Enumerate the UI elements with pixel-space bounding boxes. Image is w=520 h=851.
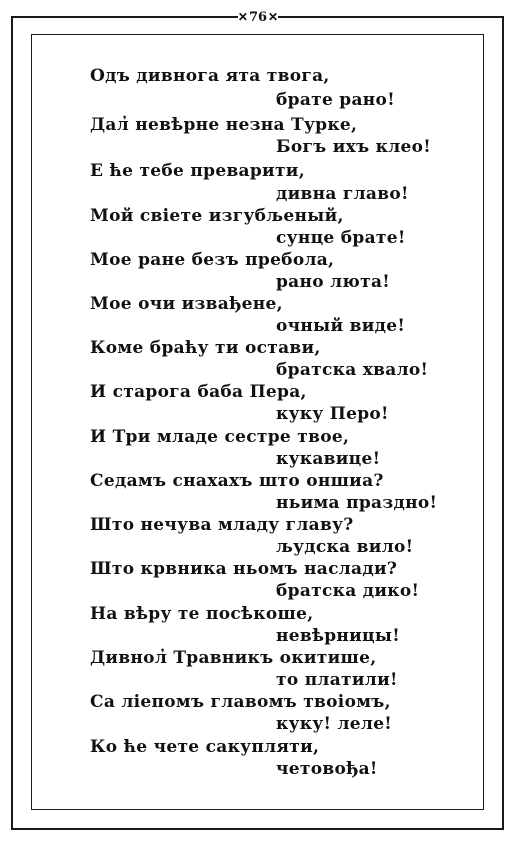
ornament-right-icon: ✕ xyxy=(268,10,279,24)
verse-line: Е ће тебе преварити, xyxy=(90,161,305,181)
refrain-line: куку! леле! xyxy=(276,714,393,734)
refrain-line: четовођа! xyxy=(276,759,378,779)
refrain-line: невѣрницы! xyxy=(276,626,401,646)
verse-line: Са ліепомъ главомъ твоіомъ, xyxy=(90,692,391,712)
verse-line: Ко ће чете сакупляти, xyxy=(90,737,320,757)
verse-line: Мое ране безъ пребола, xyxy=(90,250,335,270)
refrain-line: дивна главо! xyxy=(276,184,409,204)
ornament-left-icon: ✕ xyxy=(237,10,248,24)
page-number-text: 76 xyxy=(248,9,268,25)
verse-line: Седамъ снахахъ што оншиа? xyxy=(90,471,384,491)
refrain-line: куку Перо! xyxy=(276,404,389,424)
refrain-line: брате рано! xyxy=(276,90,395,110)
refrain-line: то платили! xyxy=(276,670,398,690)
refrain-line: људска вило! xyxy=(276,537,414,557)
refrain-line: рано люта! xyxy=(276,272,391,292)
refrain-line: ньима праздно! xyxy=(276,493,438,513)
verse-line: И старога баба Пера, xyxy=(90,382,307,402)
verse-line: И Три младе сестре твое, xyxy=(90,427,350,447)
refrain-line: братска хвало! xyxy=(276,360,429,380)
refrain-line: очный виде! xyxy=(276,316,406,336)
verse-line: На вѣру те посѣкоше, xyxy=(90,604,314,624)
refrain-line: кукавице! xyxy=(276,449,381,469)
refrain-line: братска дико! xyxy=(276,581,420,601)
refrain-line: сунце брате! xyxy=(276,228,406,248)
verse-line: Што нечува младу главу? xyxy=(90,515,354,535)
verse-line: Дивнол̓ Травникъ окитише, xyxy=(90,648,377,668)
verse-line: Коме браћу ти остави, xyxy=(90,338,321,358)
verse-line: Мой свіете изгубљеный, xyxy=(90,206,344,226)
verse-line: Дал̓ невѣрне незна Турке, xyxy=(90,115,358,135)
refrain-line: Богъ ихъ клео! xyxy=(276,137,432,157)
verse-line: Мое очи извађене, xyxy=(90,294,283,314)
verse-line: Одъ дивнога ята твога, xyxy=(90,66,330,86)
verse-line: Што крвника ньомъ наслади? xyxy=(90,559,398,579)
